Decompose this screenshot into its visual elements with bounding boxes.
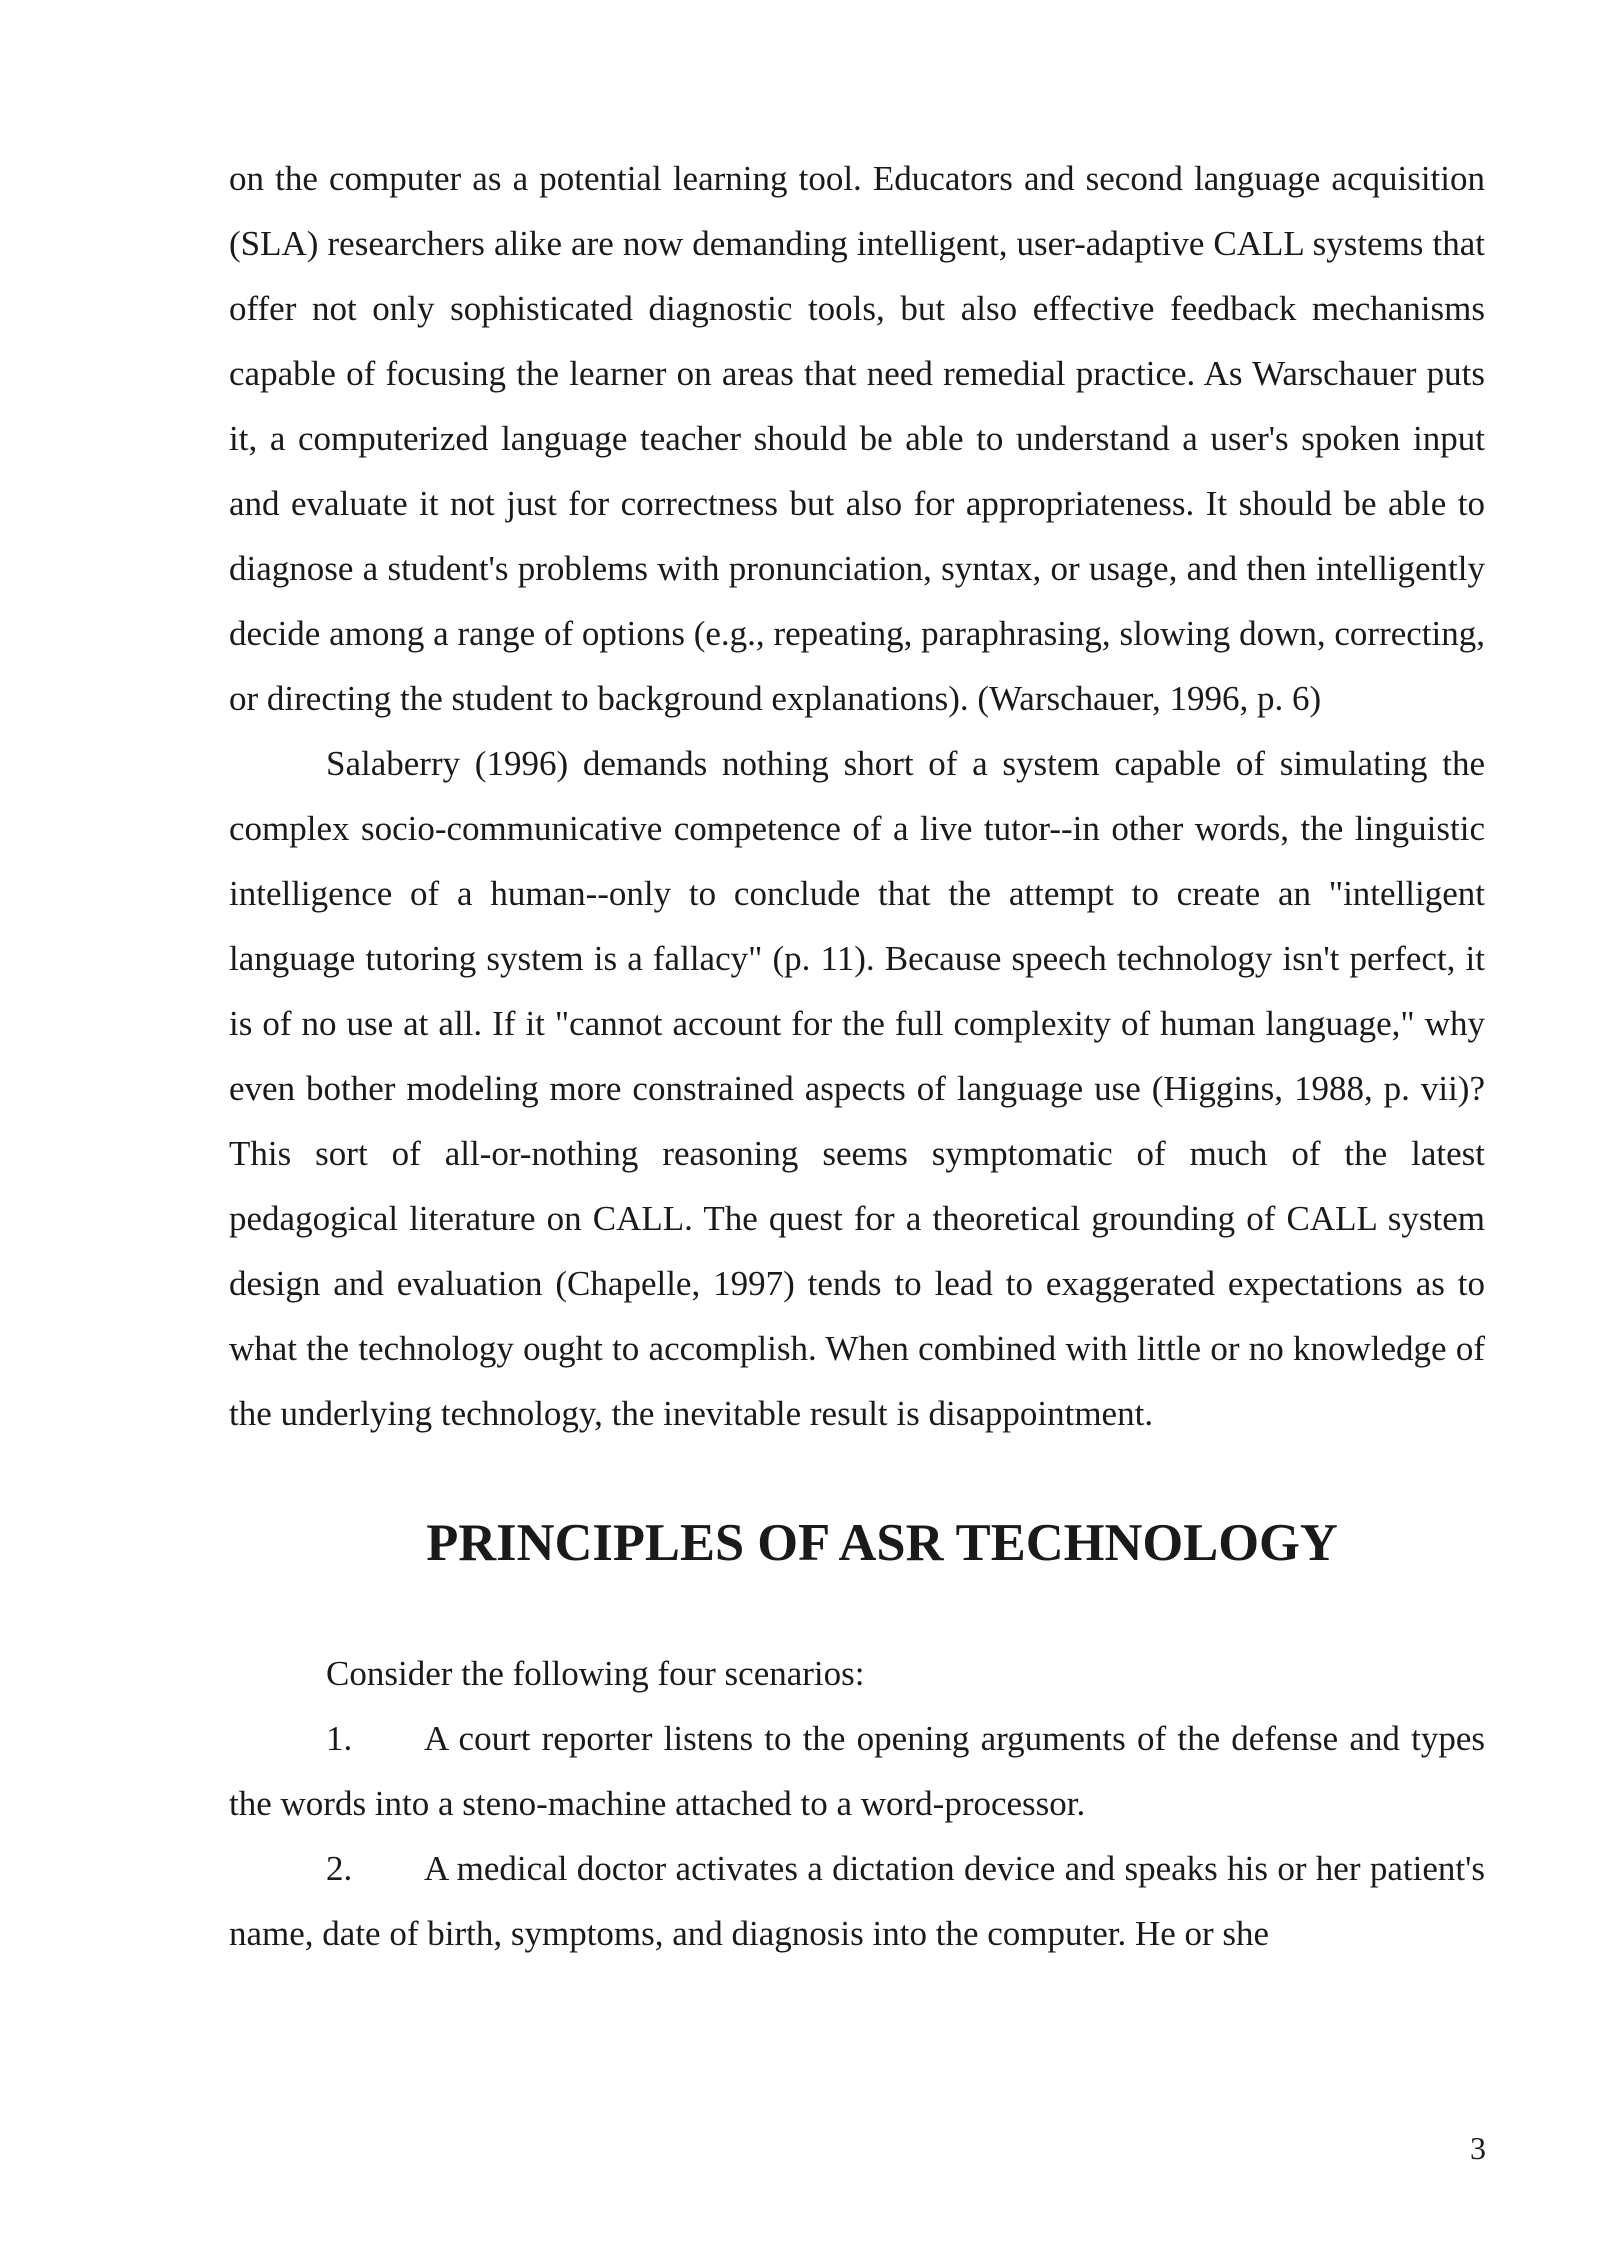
list-item xyxy=(229,1706,1485,1836)
page-number: 3 xyxy=(1470,2130,1486,2166)
list-item-text: A medical doctor activates a dictation device and speaks his or her patient's name, date of birth, symptoms, and diagnosis into the computer. He or she xyxy=(229,1849,1485,1953)
paragraph-salaberry: Salaberry (1996) demands nothing short of a system capable of simulating the complex socio-communicative competence of a live tutor--in other words, the linguistic intelligence of a human--only to conclude that the attempt to create an "intelligent language tutoring system is a fallacy" (p. 11). Because speech technology isn't perfect, it is of no use at all. If it "cannot account for the full complexity of human language," why even bother modeling more constrained aspects of language use (Higgins, 1988, p. vii)? This sort of all-or-nothing reasoning seems symptomatic of much of the latest pedagogical literature on CALL. The quest for a theoretical grounding of CALL system design and evaluation (Chapelle, 1997) tends to lead to exaggerated expectations as to what the technology ought to accomplish. When combined with little or no knowledge of the underlying technology, the inevitable result is disappointment. xyxy=(229,744,1485,1433)
body-text xyxy=(229,146,1485,1966)
list-item-number: 1. xyxy=(326,1719,353,1758)
scenarios-intro: Consider the following four scenarios: xyxy=(326,1654,865,1693)
list-item-number: 2. xyxy=(326,1849,353,1888)
paragraph-warschauer-quote: on the computer as a potential learning tool. Educators and second language acquisition (SLA) researchers alike are now demanding intelligent, user-adaptive CALL systems that offer not only sophisticated diagnostic tools, but also effective feedback mechanisms capable of focusing the learner on areas that need remedial practice. As Warschauer puts it, a computerized language teacher should be able to understand a user's spoken input and evaluate it not just for correctness but also for appropriateness. It should be able to diagnose a student's problems with pronunciation, syntax, or usage, and then intelligently decide among a range of options (e.g., repeating, paraphrasing, slowing down, correcting, or directing the student to background explanations). (Warschauer, 1996, p. 6) xyxy=(229,159,1485,718)
section-heading: PRINCIPLES OF ASR TECHNOLOGY xyxy=(426,1514,1338,1572)
list-item-text: A court reporter listens to the opening arguments of the defense and types the words into a steno-machine attached to a word-processor. xyxy=(229,1719,1485,1823)
list-item xyxy=(229,1836,1485,1966)
